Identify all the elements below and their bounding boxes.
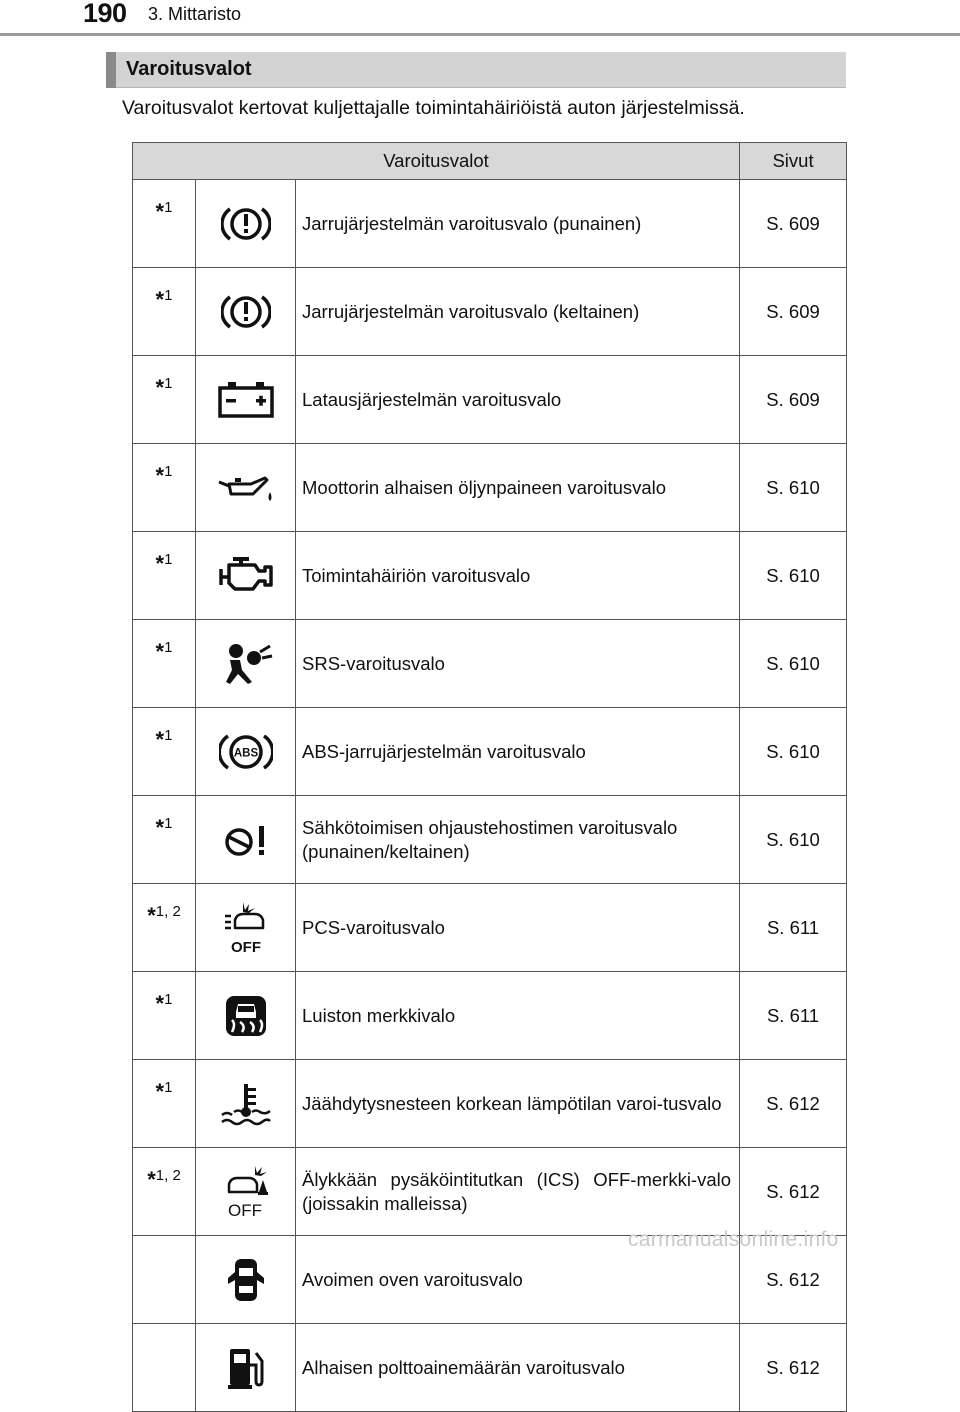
- page-reference: S. 609: [740, 180, 847, 268]
- table-row: [133, 884, 847, 972]
- table-row: [133, 268, 847, 356]
- header-lights: Varoitusvalot: [133, 143, 740, 180]
- icon-cell: [196, 180, 296, 268]
- description: Jarrujärjestelmän varoitusvalo (punainen): [296, 180, 740, 268]
- footnote-mark: *1: [133, 180, 196, 268]
- footnote-mark: *1: [133, 356, 196, 444]
- icon-cell: [196, 356, 296, 444]
- footnote-mark: *1: [133, 1060, 196, 1148]
- icon-cell: [196, 268, 296, 356]
- icon-cell: [196, 1148, 296, 1236]
- icon-cell: [196, 1060, 296, 1148]
- page-reference: S. 610: [740, 708, 847, 796]
- description: Latausjärjestelmän varoitusvalo: [296, 356, 740, 444]
- icon-cell: [196, 444, 296, 532]
- table-row: [133, 1148, 847, 1236]
- warning-lights-table: [132, 142, 847, 1412]
- brake-icon: [221, 292, 271, 332]
- section-heading: [106, 52, 846, 88]
- page-reference: S. 610: [740, 796, 847, 884]
- description: Alhaisen polttoainemäärän varoitusvalo: [296, 1324, 740, 1412]
- page-reference: S. 612: [740, 1236, 847, 1324]
- footnote-mark: *1: [133, 972, 196, 1060]
- page-reference: S. 610: [740, 620, 847, 708]
- svg-text:OFF: OFF: [227, 1200, 262, 1220]
- table-row: [133, 532, 847, 620]
- description: Moottorin alhaisen öljynpaineen varoitusvalo: [296, 444, 740, 532]
- description: Toimintahäiriön varoitusvalo: [296, 532, 740, 620]
- oil-can-icon: [215, 468, 277, 508]
- watermark: carmanualsonline.info: [628, 1228, 839, 1251]
- page-reference: S. 612: [740, 1148, 847, 1236]
- ics-off-icon: [221, 1164, 271, 1220]
- footnote-mark: *1, 2: [133, 1148, 196, 1236]
- table-row: [133, 444, 847, 532]
- table-row: [133, 796, 847, 884]
- description: Älykkään pysäköintitutkan (ICS) OFF-merkki-valo (joissakin malleissa): [296, 1148, 740, 1236]
- brake-icon: [221, 204, 271, 244]
- battery-icon: [216, 380, 276, 420]
- pcs-off-icon: [221, 900, 271, 956]
- page-reference: S. 611: [740, 972, 847, 1060]
- footnote-mark: *1: [133, 620, 196, 708]
- svg-text:ABS: ABS: [233, 747, 258, 759]
- icon-cell: [196, 532, 296, 620]
- icon-cell: [196, 620, 296, 708]
- description: PCS-varoitusvalo: [296, 884, 740, 972]
- coolant-temp-icon: [218, 1082, 274, 1126]
- description: Jarrujärjestelmän varoitusvalo (keltainen): [296, 268, 740, 356]
- abs-icon: [219, 731, 273, 773]
- table-row: [133, 708, 847, 796]
- icon-cell: [196, 1236, 296, 1324]
- description: Jäähdytysnesteen korkean lämpötilan varoi-tusvalo: [296, 1060, 740, 1148]
- page-reference: S. 609: [740, 268, 847, 356]
- icon-cell: [196, 708, 296, 796]
- footnote-mark: [133, 1236, 196, 1324]
- intro-text: Varoitusvalot kertovat kuljettajalle toimintahäiriöistä auton järjestelmissä.: [122, 97, 745, 119]
- description: Avoimen oven varoitusvalo: [296, 1236, 740, 1324]
- page-reference: S. 611: [740, 884, 847, 972]
- header-pages: Sivut: [740, 143, 847, 180]
- footnote-mark: *1: [133, 532, 196, 620]
- fuel-icon: [226, 1345, 266, 1391]
- section-heading-text: Varoitusvalot: [126, 58, 252, 80]
- icon-cell: [196, 1324, 296, 1412]
- section-heading-bar: [106, 52, 116, 88]
- chapter-title: 3. Mittaristo: [148, 4, 242, 24]
- page-reference: S. 609: [740, 356, 847, 444]
- footnote-mark: *1: [133, 796, 196, 884]
- airbag-icon: [218, 642, 274, 686]
- page-reference: S. 612: [740, 1324, 847, 1412]
- table-row: [133, 1060, 847, 1148]
- footnote-mark: *1: [133, 268, 196, 356]
- page-reference: S. 610: [740, 444, 847, 532]
- header-rule: [0, 33, 960, 36]
- icon-cell: [196, 972, 296, 1060]
- table-row: [133, 180, 847, 268]
- table-row: [133, 620, 847, 708]
- description: ABS-jarrujärjestelmän varoitusvalo: [296, 708, 740, 796]
- slip-indicator-icon: [224, 994, 268, 1038]
- svg-text:OFF: OFF: [230, 938, 261, 956]
- icon-cell: [196, 884, 296, 972]
- description: SRS-varoitusvalo: [296, 620, 740, 708]
- footnote-mark: [133, 1324, 196, 1412]
- page-reference: S. 610: [740, 532, 847, 620]
- icon-cell: [196, 796, 296, 884]
- steering-warning-icon: [221, 820, 271, 860]
- page-number: 190: [83, 0, 127, 28]
- table-row: [133, 972, 847, 1060]
- table-row: [133, 356, 847, 444]
- footnote-mark: *1, 2: [133, 884, 196, 972]
- footnote-mark: *1: [133, 708, 196, 796]
- table-header-row: [133, 143, 847, 180]
- footnote-mark: *1: [133, 444, 196, 532]
- open-door-icon: [226, 1256, 266, 1304]
- table-row: [133, 1324, 847, 1412]
- page-reference: S. 612: [740, 1060, 847, 1148]
- engine-icon: [217, 555, 275, 597]
- description: Luiston merkkivalo: [296, 972, 740, 1060]
- description: Sähkötoimisen ohjaustehostimen varoitusvalo (punainen/keltainen): [296, 796, 740, 884]
